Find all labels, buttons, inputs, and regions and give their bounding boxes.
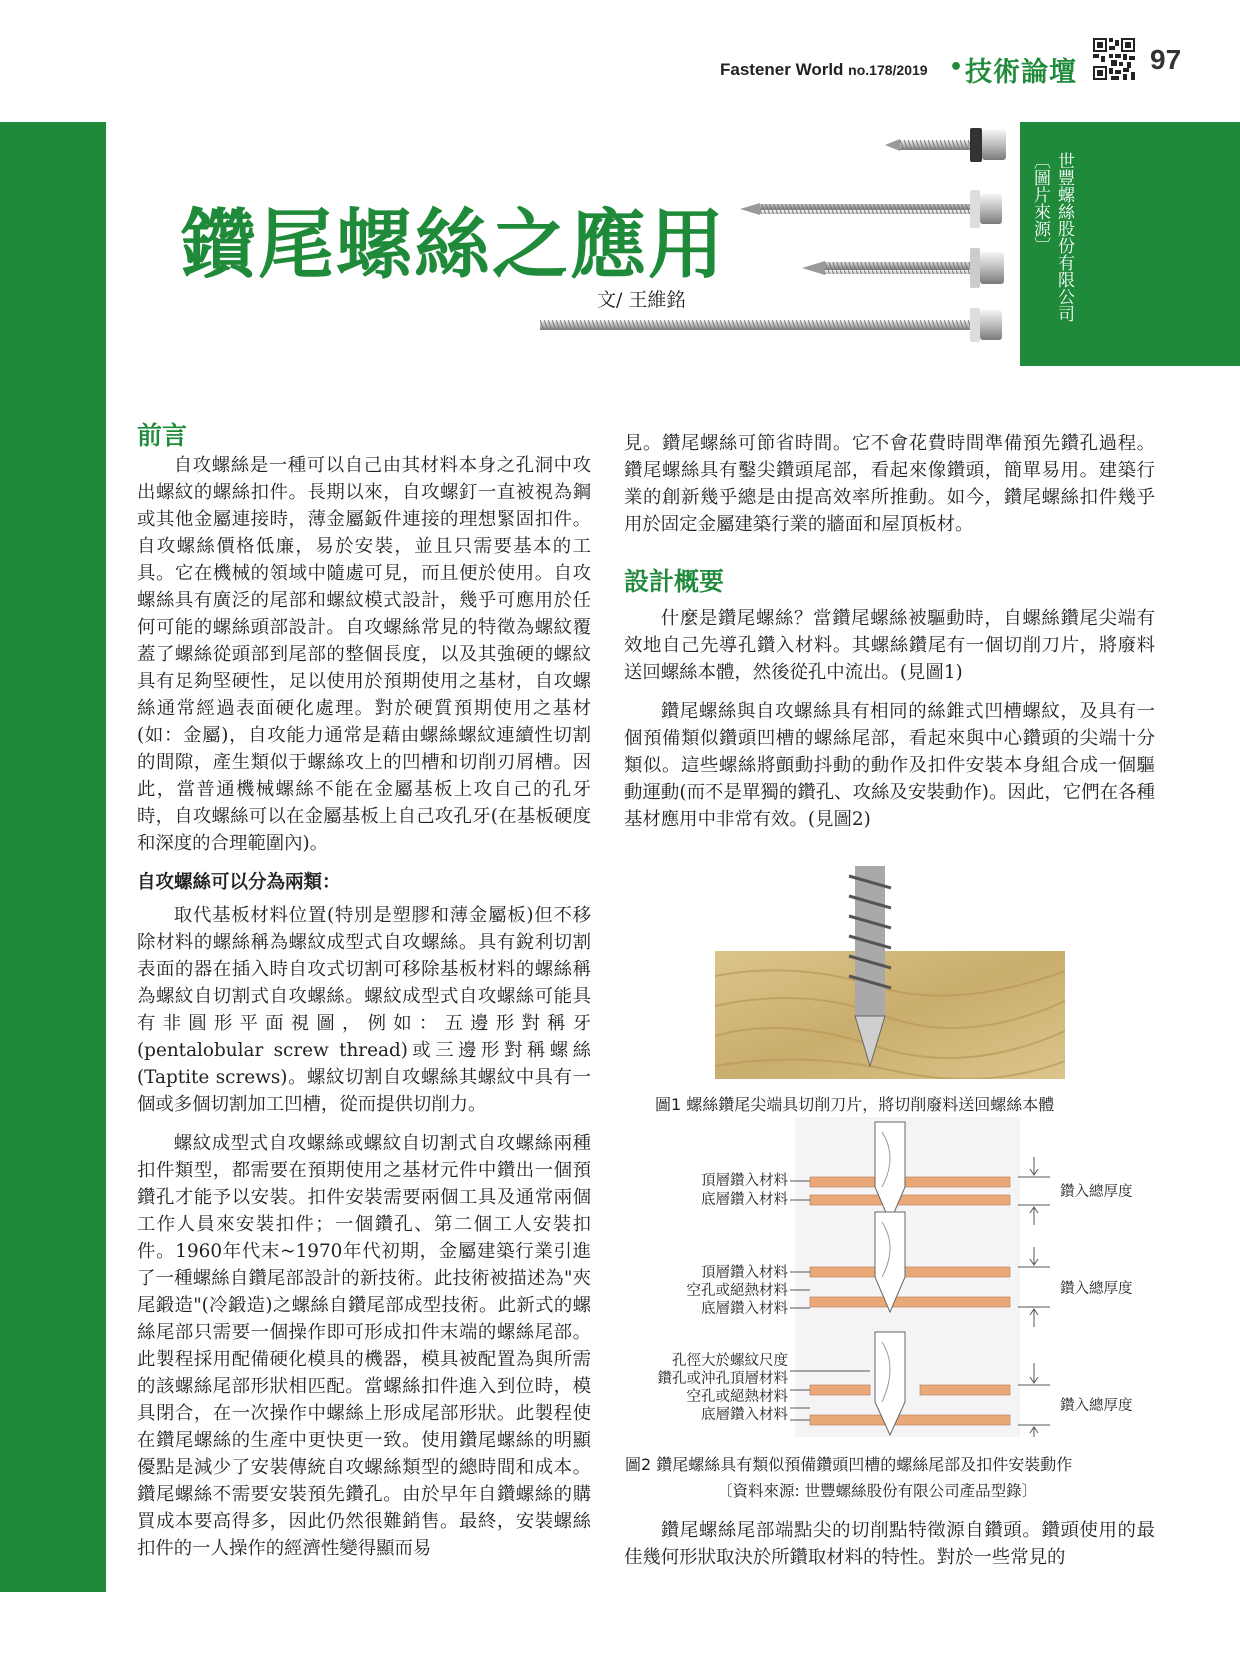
qr-code-icon	[1093, 38, 1135, 80]
row3-label-4: 底層鑽入材料	[701, 1407, 788, 1423]
figure-2-caption: 圖2 鑽尾螺絲具有類似預備鑽頭凹槽的螺絲尾部及扣件安裝動作	[625, 1455, 1073, 1474]
magazine-title: Fastener World	[720, 60, 844, 79]
row3-thickness: 鑽入總厚度	[1060, 1398, 1133, 1414]
row3-label-2: 鑽孔或沖孔頂層材料	[657, 1371, 788, 1387]
row1-label-1: 頂層鑽入材料	[701, 1173, 788, 1189]
section-name: 技術論壇	[965, 57, 1077, 88]
section-heading-intro: 前言	[137, 421, 188, 450]
figure-1-drill-screw-in-wood	[715, 866, 1065, 1079]
row1-thickness: 鑽入總厚度	[1060, 1184, 1133, 1200]
row2-label-1: 頂層鑽入材料	[701, 1265, 788, 1281]
article-title: 鑽尾螺絲之應用	[180, 200, 726, 289]
screw-2	[740, 190, 1002, 228]
intro-paragraph-3: 螺紋成型式自攻螺絲或螺紋自切割式自攻螺絲兩種扣件類型，都需要在預期使用之基材元件中鑽出一個預鑽孔才能予以安裝。扣件安裝需要兩個工具及通常兩個工作人員來安裝扣件；一個鑽孔、第二個工人安裝扣件。1960年代末~1970年代初期，金屬建築行業引進了一種螺絲自鑽尾部設計的新技術。此技術被描述為"夾尾鍛造"(冷鍛造)之螺絲自鑽尾部成型技術。此新式的螺絲尾部只需要一個操作即可形成扣件末端的螺絲尾部。此製程採用配備硬化模具的機器，模具被配置為與所需的該螺絲尾部形狀相匹配。當螺絲扣件進入到位時，模具閉合，在一次操作中螺絲上形成尾部形狀。此製程使在鑽尾螺絲的生產中更快更一致。使用鑽尾螺絲的明顯優點是減少了安裝傳統自攻螺絲類型的總時間和成本。鑽尾螺絲不需要安裝預先鑽孔。由於早年自鑽螺絲的購買成本要高得多，因此仍然很難銷售。最終，安裝螺絲扣件的一人操作的經濟性變得顯而易	[137, 1133, 591, 1559]
row2-label-3: 底層鑽入材料	[701, 1301, 788, 1317]
screw-3	[802, 248, 1004, 288]
intro-paragraph-1: 自攻螺絲是一種可以自己由其材料本身之孔洞中攻出螺紋的螺絲扣件。長期以來，自攻螺釘一直被視為鋼或其他金屬連接時，薄金屬鈑件連接的理想緊固扣件。自攻螺絲價格低廉，易於安裝，並且只需要基本的工具。它在機械的領域中隨處可見，而且便於使用。自攻螺絲具有廣泛的尾部和螺紋模式設計，幾乎可應用於任何可能的螺絲頭部設計。自攻螺絲常見的特徵為螺紋覆蓋了螺絲從頭部到尾部的整個長度，以及其強硬的螺紋具有足夠堅硬性，足以使用於預期使用之基材，自攻螺絲通常經過表面硬化處理。對於硬質預期使用之基材(如：金屬)，自攻能力通常是藉由螺絲螺紋連續性切割的間隙，產生類似于螺絲攻上的凹槽和切削刃屑槽。因此，當普通機械螺絲不能在金屬基板上攻自己的孔牙時，自攻螺絲可以在金屬基板上自己攻孔牙(在基板硬度和深度的合理範圍內)。	[137, 455, 591, 854]
row3-label-1: 孔徑大於螺紋尺度	[672, 1353, 788, 1369]
screw-1	[885, 128, 1006, 162]
row3-label-3: 空孔或絕熱材料	[686, 1389, 788, 1405]
design-paragraph-2: 鑽尾螺絲與自攻螺絲具有相同的絲錐式凹槽螺紋，及具有一個預備類似鑽頭凹槽的螺絲尾部，看起來與中心鑽頭的尖端十分類似。這些螺絲將顫動抖動的動作及扣件安裝本身組合成一個驅動運動(而不是單獨的鑽孔、攻絲及安裝動作)。因此，它們在各種基材應用中非常有效。(見圖2)	[624, 701, 1155, 830]
figure-2-installation-diagram	[620, 1117, 1160, 1437]
right-text-column	[624, 430, 1155, 833]
continued-paragraph: 見。鑽尾螺絲可節省時間。它不會花費時間準備預先鑽孔過程。鑽尾螺絲具有鑿尖鑽頭尾部，看起來像鑽頭，簡單易用。建築行業的創新幾乎總是由提高效率所推動。如今，鑽尾螺絲扣件幾乎用於固定金屬建築行業的牆面和屋頂板材。	[624, 433, 1155, 535]
issue-number: no.178/2019	[848, 62, 928, 78]
section-heading-design: 設計概要	[624, 567, 725, 596]
left-text-column	[137, 452, 591, 1562]
magazine-name	[720, 60, 928, 80]
intro-paragraph-2: 取代基板材料位置(特別是塑膠和薄金屬板)但不移除材料的螺絲稱為螺紋成型式自攻螺絲。具有銳利切割表面的器在插入時自攻式切割可移除基板材料的螺絲稱為螺紋自切割式自攻螺絲。螺紋成型式自攻螺絲可能具有非圓形平面視圖，例如：五邊形對稱牙(pentalobular screw thread)或三邊形對稱螺絲(Taptite screws)。螺紋切割自攻螺絲其螺紋中具有一個或多個切割加工凹槽，從而提供切削力。	[137, 905, 591, 1115]
design-paragraph-3: 鑽尾螺絲尾部端點尖的切削點特徵源自鑽頭。鑽頭使用的最佳幾何形狀取決於所鑽取材料的特性。對於一些常見的	[624, 1520, 1155, 1568]
row1-label-2: 底層鑽入材料	[701, 1192, 788, 1208]
figure-2-source: 〔資料來源: 世豐螺絲股份有限公司產品型錄〕	[717, 1482, 1038, 1500]
row2-thickness: 鑽入總厚度	[1060, 1281, 1133, 1297]
left-accent-bar	[0, 122, 106, 1592]
author-byline: 文/ 王維銘	[597, 289, 686, 311]
row-3-diagram	[658, 1332, 1133, 1437]
page-number: 97	[1150, 44, 1182, 75]
screw-4	[540, 308, 1002, 342]
photo-credit: 世豐螺絲股份有限公司〔圖片來源〕	[1030, 152, 1074, 322]
row2-label-2: 空孔或絕熱材料	[686, 1283, 788, 1299]
design-paragraph-1: 什麼是鑽尾螺絲？當鑽尾螺絲被驅動時，自螺絲鑽尾尖端有效地自己先導孔鑽入材料。其螺絲鑽尾有一個切削刀片，將廢料送回螺絲本體，然後從孔中流出。(見圖1)	[624, 608, 1155, 683]
figure-1-caption: 圖1 螺絲鑽尾尖端具切削刀片，將切削廢料送回螺絲本體	[655, 1095, 1055, 1114]
right-bottom-text	[624, 1517, 1155, 1571]
subheading-two-types: 自攻螺絲可以分為兩類：	[137, 872, 341, 893]
header-separator: •	[949, 55, 964, 80]
